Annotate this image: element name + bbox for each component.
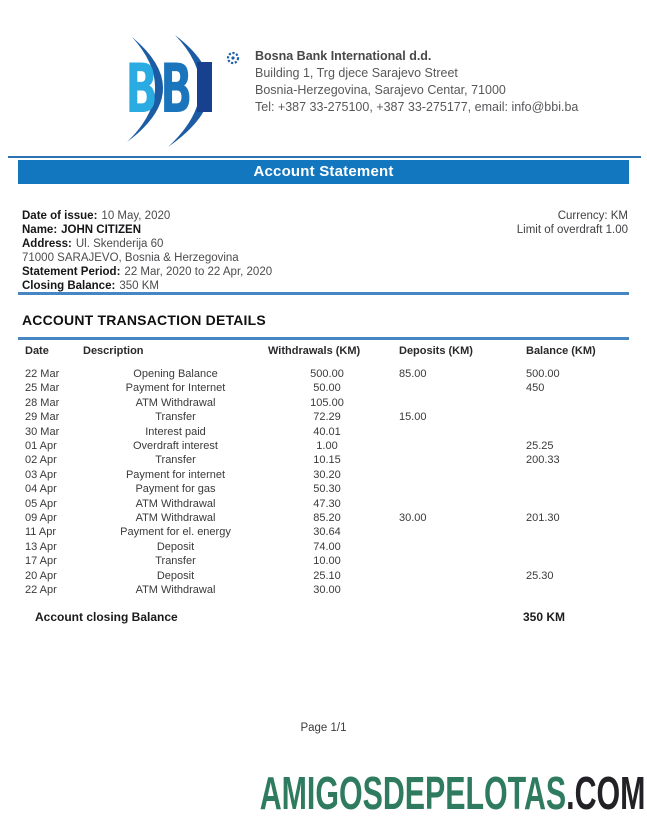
- cell-date: 25 Mar: [25, 382, 60, 395]
- cell-description: Payment for gas: [135, 483, 216, 496]
- cell-deposits: 30.00: [399, 512, 427, 525]
- table-row: [18, 425, 629, 439]
- cell-description: ATM Withdrawal: [135, 584, 216, 597]
- cell-withdrawals: 50.30: [313, 483, 341, 496]
- table-row: [18, 583, 629, 597]
- cell-withdrawals: 85.20: [313, 512, 341, 525]
- cell-withdrawals: 40.01: [313, 425, 341, 438]
- cell-balance: [513, 525, 629, 539]
- cell-description: Transfer: [155, 411, 196, 424]
- info-divider: [18, 292, 629, 295]
- cell-withdrawals: 105.00: [310, 396, 344, 409]
- cell-date: 20 Apr: [25, 569, 57, 582]
- cell-date: 03 Apr: [25, 468, 57, 481]
- name-value: JOHN CITIZEN: [61, 224, 142, 236]
- cell-balance: 25.30: [526, 569, 554, 582]
- cell-deposits: [386, 525, 513, 539]
- cell-balance: [513, 583, 629, 597]
- logo-letter-b2: B: [160, 49, 193, 129]
- table-row: [18, 525, 629, 539]
- table-row: [18, 468, 629, 482]
- cell-date: 22 Mar: [25, 368, 60, 380]
- table-row: [18, 439, 629, 453]
- bank-address-line1: Building 1, Trg djece Sarajevo Street: [255, 66, 458, 80]
- account-closing-label: Account closing Balance: [35, 610, 178, 624]
- cell-withdrawals: 30.00: [313, 584, 341, 597]
- statement-title: Account Statement: [253, 163, 394, 180]
- cell-deposits: [386, 554, 513, 568]
- cell-balance: [513, 468, 629, 482]
- bank-info-block: [255, 48, 578, 116]
- table-row: [18, 367, 629, 381]
- bank-name: Bosna Bank International d.d.: [255, 49, 432, 63]
- closing-balance-label: Closing Balance:: [22, 280, 116, 292]
- cell-date: 01 Apr: [25, 440, 57, 453]
- cell-balance: [513, 554, 629, 568]
- cell-balance: 201.30: [526, 512, 560, 525]
- address-line2-value: 71000 SARAJEVO, Bosnia & Herzegovina: [22, 252, 239, 264]
- cell-description: Payment for internet: [125, 468, 226, 481]
- statement-title-banner: [18, 160, 629, 184]
- cell-withdrawals: 10.15: [313, 454, 341, 467]
- header-divider: [8, 156, 641, 158]
- cell-description: Deposit: [156, 540, 195, 553]
- cell-balance: 25.25: [526, 440, 554, 453]
- cell-deposits: [386, 453, 513, 467]
- cell-date: 30 Mar: [25, 425, 60, 438]
- bank-address-line2: Bosnia-Herzegovina, Sarajevo Centar, 71000: [255, 83, 506, 97]
- cell-deposits: [386, 540, 513, 554]
- date-of-issue-value: 10 May, 2020: [101, 210, 171, 222]
- cell-balance: [513, 396, 629, 410]
- cell-deposits: [386, 396, 513, 410]
- cell-deposits: 85.00: [399, 368, 427, 380]
- cell-balance: [513, 410, 629, 424]
- cell-description: ATM Withdrawal: [135, 512, 216, 525]
- column-header-deposits: Deposits (KM): [399, 345, 473, 357]
- cell-date: 29 Mar: [25, 411, 60, 424]
- table-header-rule: [18, 337, 629, 340]
- cell-deposits: [386, 439, 513, 453]
- cell-deposits: [386, 425, 513, 439]
- cell-description: Transfer: [155, 454, 196, 467]
- table-row: [18, 540, 629, 554]
- currency-line: Currency: KM: [557, 210, 628, 222]
- cell-balance: [513, 482, 629, 496]
- overdraft-line: Limit of overdraft 1.00: [516, 224, 628, 236]
- table-header-row: [18, 342, 629, 359]
- table-row: [18, 453, 629, 467]
- cell-withdrawals: 30.20: [313, 468, 341, 481]
- cell-deposits: [386, 381, 513, 395]
- logo-letter-i: [197, 62, 212, 112]
- column-header-date: Date: [25, 345, 49, 357]
- transactions-section-title: ACCOUNT TRANSACTION DETAILS: [22, 312, 266, 328]
- cell-balance: [513, 425, 629, 439]
- cell-description: Deposit: [156, 569, 195, 582]
- cell-withdrawals: 10.00: [313, 555, 341, 568]
- statement-period-label: Statement Period:: [22, 266, 121, 278]
- cell-description: Payment for el. energy: [120, 526, 231, 539]
- address-value: Ul. Skenderija 60: [75, 238, 164, 250]
- watermark-site: AMIGOSDEPELOTAS: [259, 767, 566, 819]
- statement-period-line: [22, 265, 272, 279]
- cell-deposits: [386, 468, 513, 482]
- cell-withdrawals: 72.29: [313, 411, 341, 424]
- cell-balance: 450: [526, 382, 545, 395]
- account-closing-value: 350 KM: [523, 610, 566, 624]
- cell-description: ATM Withdrawal: [135, 396, 216, 409]
- page-number: Page 1/1: [300, 722, 347, 734]
- address-label: Address:: [22, 238, 72, 250]
- watermark: [259, 767, 645, 819]
- cell-deposits: [386, 569, 513, 583]
- cell-date: 04 Apr: [25, 483, 57, 496]
- watermark-tld: .COM: [565, 767, 645, 819]
- cell-date: 17 Apr: [25, 555, 57, 568]
- statement-info-left: [22, 209, 272, 293]
- cell-deposits: [386, 497, 513, 511]
- date-of-issue-line: [22, 209, 272, 223]
- bbi-logo: [110, 28, 250, 150]
- table-row: [18, 511, 629, 525]
- cell-date: 13 Apr: [25, 540, 57, 553]
- cell-deposits: 15.00: [399, 411, 427, 424]
- cell-date: 11 Apr: [25, 526, 56, 539]
- table-row: [18, 396, 629, 410]
- column-header-balance: Balance (KM): [526, 345, 596, 357]
- cell-deposits: [386, 482, 513, 496]
- statement-period-value: 22 Mar, 2020 to 22 Apr, 2020: [124, 266, 273, 278]
- table-row: [18, 497, 629, 511]
- cell-withdrawals: 25.10: [313, 569, 341, 582]
- table-row: [18, 569, 629, 583]
- closing-balance-line: [22, 279, 272, 293]
- statement-info-right: [517, 209, 628, 237]
- address-line: [22, 237, 272, 251]
- cell-withdrawals: 47.30: [313, 497, 341, 510]
- name-line: [22, 223, 272, 237]
- table-row: [18, 554, 629, 568]
- cell-description: Transfer: [155, 555, 196, 568]
- cell-balance: [513, 540, 629, 554]
- cell-date: 05 Apr: [25, 497, 57, 510]
- cell-withdrawals: 500.00: [310, 368, 344, 380]
- date-of-issue-label: Date of issue:: [22, 210, 98, 222]
- cell-description: ATM Withdrawal: [135, 497, 216, 510]
- cell-balance: 500.00: [526, 368, 560, 380]
- cell-description: Interest paid: [145, 425, 206, 438]
- cell-balance: 200.33: [526, 454, 560, 467]
- cell-date: 09 Apr: [25, 512, 57, 525]
- address-line2: [22, 251, 272, 265]
- cell-withdrawals: 30.64: [313, 526, 341, 539]
- cell-date: 22 Apr: [25, 584, 57, 597]
- column-header-withdrawals: Withdrawals (KM): [268, 345, 361, 357]
- name-label: Name:: [22, 224, 58, 236]
- cell-deposits: [386, 583, 513, 597]
- closing-balance-value: 350 KM: [119, 280, 159, 292]
- cell-withdrawals: 74.00: [313, 540, 341, 553]
- table-row: [18, 482, 629, 496]
- cell-date: 28 Mar: [25, 396, 60, 409]
- bank-contact-line: Tel: +387 33-275100, +387 33-275177, email: info@bbi.ba: [255, 100, 579, 114]
- cell-date: 02 Apr: [25, 454, 57, 467]
- cell-description: Overdraft interest: [133, 440, 218, 453]
- table-row: [18, 410, 629, 424]
- cell-description: Opening Balance: [133, 368, 218, 380]
- cell-withdrawals: 1.00: [316, 440, 338, 453]
- column-header-description: Description: [83, 345, 144, 357]
- table-row: [18, 381, 629, 395]
- cell-description: Payment for Internet: [125, 382, 226, 395]
- table-body: [18, 367, 629, 598]
- logo-letter-b1: B: [125, 49, 158, 129]
- account-closing-row: [18, 610, 629, 624]
- cell-balance: [513, 497, 629, 511]
- gear-icon: [228, 53, 238, 63]
- cell-withdrawals: 50.00: [313, 382, 341, 395]
- transactions-table: [18, 337, 629, 598]
